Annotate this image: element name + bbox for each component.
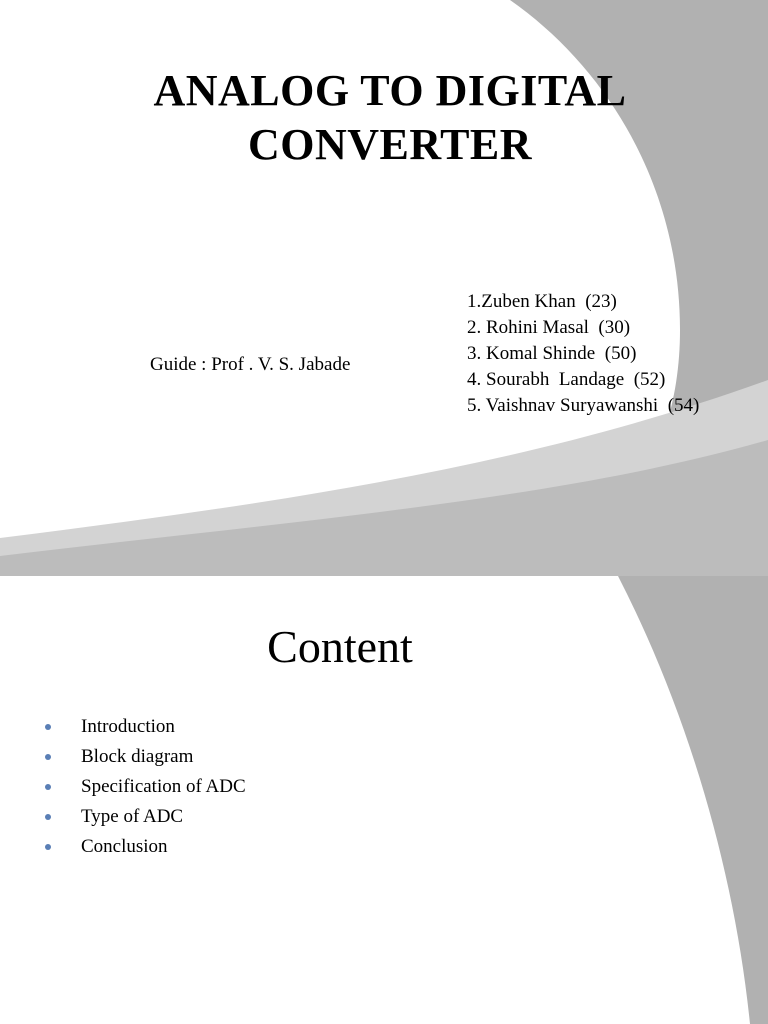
bullet-item	[44, 772, 246, 802]
author-list	[467, 289, 699, 419]
bullet-label: Conclusion	[81, 836, 168, 857]
bullet-item	[44, 832, 246, 862]
bullet-item	[44, 742, 246, 772]
bullet-item	[44, 712, 246, 742]
bullet-dot-icon	[45, 814, 51, 820]
title-line-2: CONVERTER	[247, 120, 533, 169]
bullet-label: Block diagram	[81, 746, 194, 767]
bullet-dot-icon	[45, 844, 51, 850]
author-item: 1.Zuben Khan (23)	[467, 291, 617, 312]
content-bullet-list	[44, 712, 246, 862]
guide-text: Guide : Prof . V. S. Jabade	[150, 354, 351, 375]
bullet-label: Specification of ADC	[81, 776, 246, 797]
bullet-item	[44, 802, 246, 832]
bullet-dot-icon	[45, 784, 51, 790]
content-slide	[0, 576, 768, 1024]
author-item: 3. Komal Shinde (50)	[467, 343, 637, 364]
title-line-1: ANALOG TO DIGITAL	[153, 66, 627, 115]
author-item: 2. Rohini Masal (30)	[467, 317, 631, 338]
author-item: 4. Sourabh Landage (52)	[467, 369, 666, 390]
bullet-dot-icon	[45, 724, 51, 730]
presentation-title	[0, 64, 768, 172]
bullet-dot-icon	[45, 754, 51, 760]
bullet-label: Introduction	[81, 716, 175, 737]
content-heading: Content	[267, 621, 413, 672]
bullet-label: Type of ADC	[81, 806, 184, 827]
author-item: 5. Vaishnav Suryawanshi (54)	[467, 395, 700, 416]
